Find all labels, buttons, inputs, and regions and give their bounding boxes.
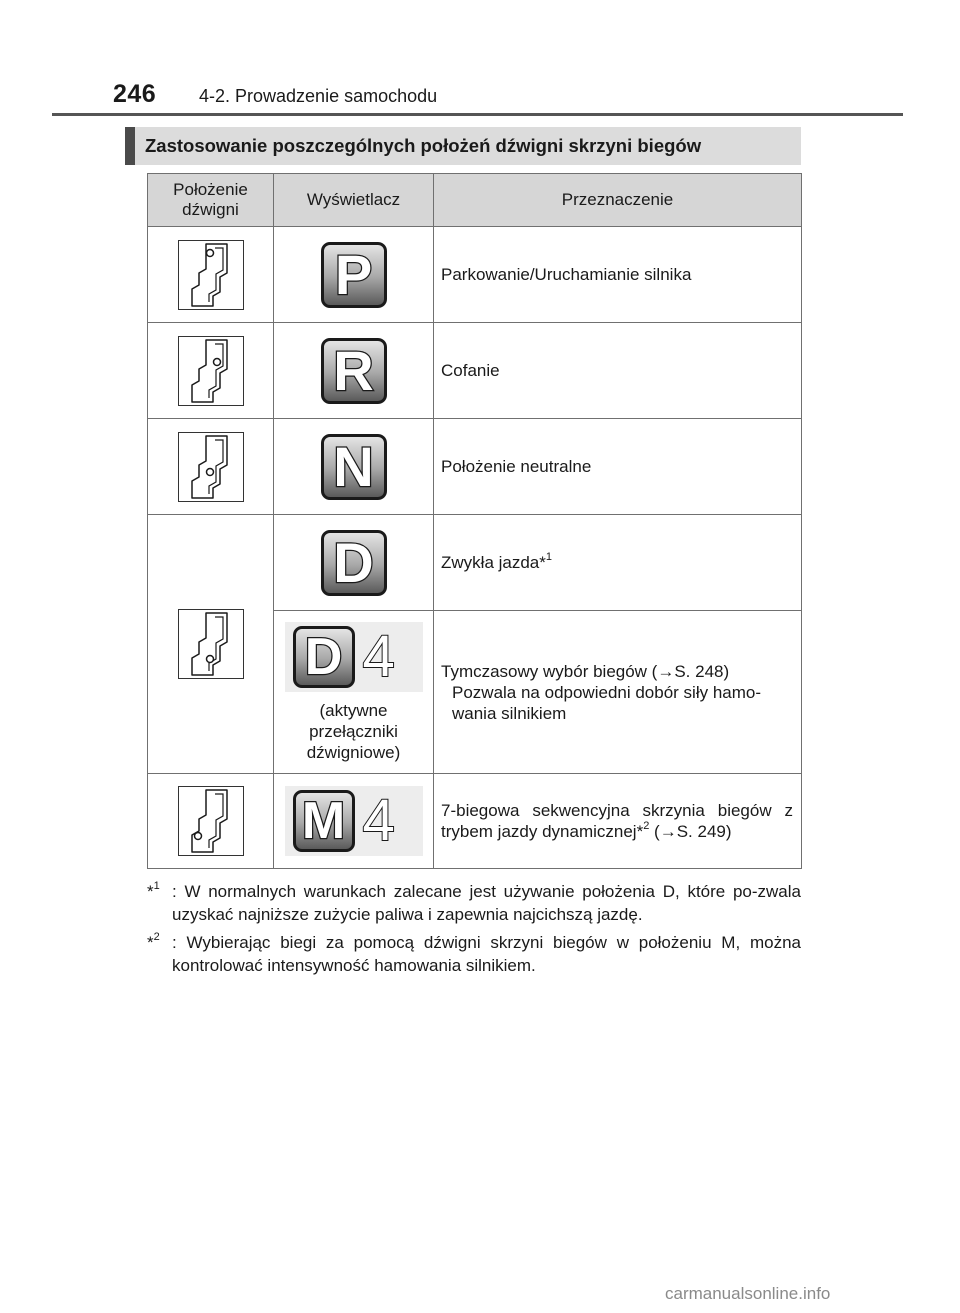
gear-d-indicator-icon: D — [321, 530, 387, 596]
footnotes — [147, 880, 801, 982]
shift-gate-n-icon — [178, 432, 244, 502]
display-cell — [274, 227, 434, 323]
gear-m4-indicator-icon: M 4 — [285, 786, 423, 856]
shift-gate-m-icon — [178, 786, 244, 856]
table-row — [148, 774, 802, 869]
page-number: 246 — [113, 80, 157, 108]
table-row — [148, 515, 802, 611]
purpose-cell: Cofanie — [434, 323, 802, 419]
display-cell — [274, 419, 434, 515]
page-reference: (→S. 249) — [649, 822, 732, 841]
purpose-cell: Położenie neutralne — [434, 419, 802, 515]
footnote-text: : Wybierając biegi za pomocą dźwigni skrzyni biegów w położeniu M, można kontrolować intensywność hamowania silnikiem. — [172, 933, 801, 975]
footnote: *$^2$ : Wybierając biegi za pomocą dźwigni skrzyni biegów w położeniu M, można kontrolować intensywność hamowania silnikiem. — [147, 931, 801, 975]
purpose-cell: Parkowanie/Uruchamianie silnika — [434, 227, 802, 323]
shift-gate-p-icon — [178, 240, 244, 310]
footnote-text: : W normalnych warunkach zalecane jest używanie położenia D, które po-zwala uzyskać najniższe zużycie paliwa i zapewnia najcichszą jazdę. — [172, 882, 801, 924]
lever-position-cell — [148, 323, 274, 419]
chapter-title: 4-2. Prowadzenie samochodu — [199, 86, 438, 106]
column-header-purpose: Przeznaczenie — [434, 174, 802, 227]
table-header-row — [148, 174, 802, 227]
purpose-note: Pozwala na odpowiedni dobór siły hamo-wania silnikiem — [452, 682, 762, 723]
lever-position-cell — [148, 419, 274, 515]
gear-p-indicator-icon: P — [321, 242, 387, 308]
shift-gate-d-icon — [178, 609, 244, 679]
page-header — [113, 80, 903, 110]
display-cell — [274, 611, 434, 774]
purpose-cell — [434, 611, 802, 774]
display-caption: (aktywne przełączniki dźwigniowe) — [306, 700, 401, 762]
shift-gate-r-icon — [178, 336, 244, 406]
table-row — [148, 323, 802, 419]
footnote-ref: 2 — [643, 820, 650, 833]
purpose-cell — [434, 515, 802, 611]
column-header-lever: Położenie dźwigni — [148, 174, 274, 227]
gear-r-indicator-icon: R — [321, 338, 387, 404]
purpose-text: Zwykła jazda* — [441, 553, 546, 572]
table-row — [148, 227, 802, 323]
display-cell — [274, 774, 434, 869]
gear-d4-indicator-icon: D 4 — [285, 622, 423, 692]
gear-n-indicator-icon: N — [321, 434, 387, 500]
section-title: Zastosowanie poszczególnych położeń dźwigni skrzyni biegów — [125, 127, 801, 165]
purpose-cell — [434, 774, 802, 869]
table-row — [148, 419, 802, 515]
display-cell — [274, 515, 434, 611]
purpose-text: 7-biegowa sekwencyjna skrzynia biegów z trybem jazdy dynamicznej* — [441, 801, 793, 841]
lever-position-cell — [148, 515, 274, 774]
lever-position-cell — [148, 227, 274, 323]
footnote: *$^1$ : W normalnych warunkach zalecane jest używanie położenia D, które po-zwala uzyskać najniższe zużycie paliwa i zapewnia najcichszą jazdę. — [147, 880, 801, 924]
footnote-ref: 1 — [545, 551, 552, 564]
display-cell — [274, 323, 434, 419]
gear-position-table — [147, 173, 802, 869]
column-header-display: Wyświetlacz — [274, 174, 434, 227]
watermark: carmanualsonline.info — [665, 1284, 831, 1303]
purpose-text: Tymczasowy wybór biegów (→S. 248) — [441, 661, 730, 681]
lever-position-cell — [148, 774, 274, 869]
header-divider — [52, 113, 903, 116]
